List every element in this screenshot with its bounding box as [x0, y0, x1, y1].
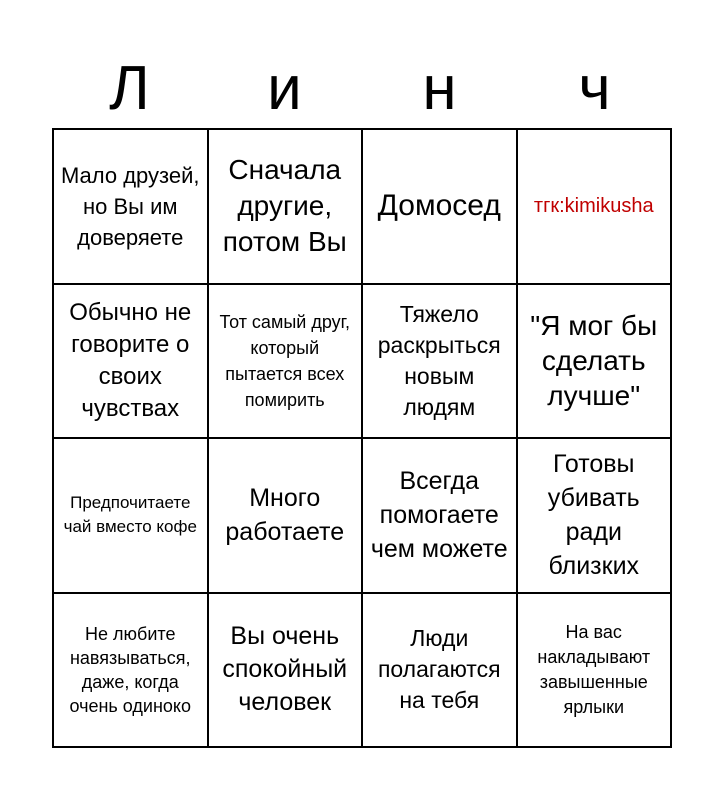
bingo-cell[interactable] [209, 130, 364, 285]
bingo-cell-text: Мало друзей, но Вы им доверяете [60, 162, 200, 250]
bingo-cell[interactable] [209, 594, 364, 749]
bingo-cell-text: Готовы убивать ради близких [547, 450, 640, 581]
bingo-cell-text: Много работаете [225, 484, 345, 547]
bingo-cell-author-tag[interactable] [518, 130, 673, 285]
bingo-cell[interactable] [209, 285, 364, 440]
header-letter-2: и [267, 54, 302, 123]
bingo-header [52, 50, 672, 128]
bingo-cell[interactable] [518, 285, 673, 440]
bingo-board [52, 128, 672, 748]
bingo-cell-text: Тот самый друг, который пытается всех помирить [219, 311, 350, 410]
bingo-cell-text: Всегда помогаете чем можете [370, 467, 508, 564]
header-letter-3: н [422, 54, 457, 123]
bingo-cell-text: Тяжело раскрыться новым людям [377, 300, 501, 420]
bingo-cell[interactable] [363, 594, 518, 749]
bingo-cell[interactable] [363, 439, 518, 594]
bingo-cell-text: Вы очень спокойный человек [222, 622, 348, 717]
bingo-cell[interactable] [518, 439, 673, 594]
bingo-cell[interactable] [209, 439, 364, 594]
bingo-cell-text: Сначала другие, потом Вы [222, 154, 347, 258]
bingo-cell[interactable] [363, 285, 518, 440]
bingo-cell-text: На вас накладывают завышенные ярлыки [537, 621, 651, 717]
header-letter-1: Л [109, 54, 150, 123]
bingo-cell[interactable] [54, 439, 209, 594]
author-tag-text: тгк:kimikusha [533, 194, 654, 217]
bingo-cell[interactable] [54, 285, 209, 440]
bingo-cell[interactable] [54, 594, 209, 749]
bingo-cell-text: Люди полагаются на тебя [377, 625, 501, 714]
header-letter-4: ч [578, 54, 611, 123]
bingo-cell[interactable] [518, 594, 673, 749]
bingo-cell-text: Обычно не говорите о своих чувствах [69, 298, 192, 422]
bingo-cell-text: "Я мог бы сделать лучше" [530, 310, 658, 412]
bingo-cell[interactable] [363, 130, 518, 285]
bingo-cell-text: Не любите навязываться, даже, когда очень одиноко [69, 623, 192, 716]
bingo-cell[interactable] [54, 130, 209, 285]
bingo-cell-text: Предпочитаете чай вместо кофе [63, 493, 197, 537]
bingo-cell-text: Домосед [377, 189, 501, 223]
